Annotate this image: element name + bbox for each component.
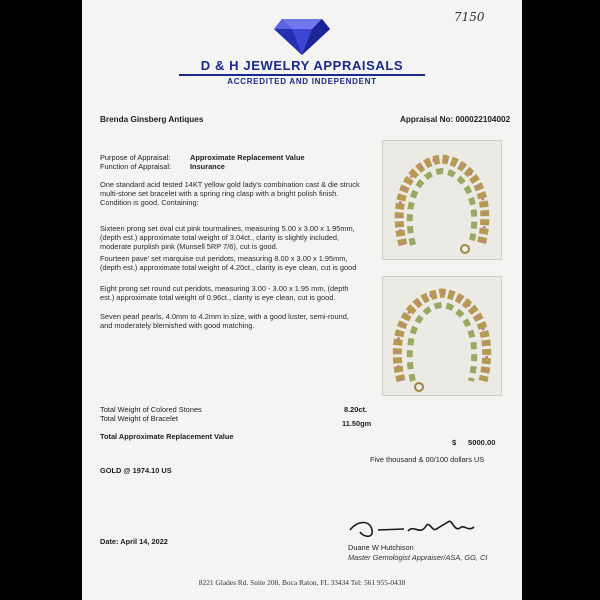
company-tagline: ACCREDITED AND INDEPENDENT: [227, 77, 377, 86]
description-paragraph: One standard acid tested 14KT yellow gold lady's combination cast & die struck multi-stone set bracelet with a spring ring clasp with a bright polish finish. Condition is good. Containing:: [100, 180, 360, 208]
footer-address: 8221 Glades Rd. Suite 208, Boca Raton, FL 33434 Tel: 561 955-0438: [198, 578, 406, 587]
appraisal-document: [82, 0, 522, 600]
currency-symbol: $: [452, 438, 457, 447]
function-value: Insurance: [190, 162, 225, 171]
bracelet-image-icon: [383, 277, 501, 395]
pearl-paragraph: Seven pearl pearls, 4.0mm to 4.2mm in size, with a good luster, semi-round, and moderately blemished with good matching.: [100, 312, 349, 331]
bracelet-image-icon: [383, 141, 501, 259]
bracelet-photo-1: [382, 140, 502, 260]
stones-weight-value: 8.20ct.: [344, 405, 368, 414]
appraisal-date: Date: April 14, 2022: [100, 537, 168, 546]
company-name: D & H JEWELRY APPRAISALS: [200, 58, 404, 73]
client-name: Brenda Ginsberg Antiques: [100, 115, 204, 124]
logo-divider: [179, 74, 425, 76]
appraisal-number: Appraisal No: 000022104002: [400, 115, 511, 124]
bracelet-weight-value: 11.50gm: [342, 419, 372, 428]
function-label: Function of Appraisal:: [100, 162, 172, 171]
round-peridot-paragraph: Eight prong set round cut peridots, measuring 3.00 - 3.00 x 1.95 mm, (depth est.) approximate total weight of 0.96ct., clarity is eye clean, cut is good.: [100, 284, 349, 303]
appraiser-name: Duane W Hutchison: [348, 543, 414, 552]
handwritten-number: 7150: [454, 10, 485, 24]
purpose-value: Approximate Replacement Value: [190, 153, 305, 162]
tourmaline-paragraph: Sixteen prong set oval cut pink tourmalines, measuring 5.00 x 3.00 x 1.95mm, (depth est.) approximate total weight of 3.04ct., clarity is slightly included, moderate purplish pink (Munsell 5RP 7/6), cut is good.: [100, 224, 355, 252]
bracelet-photo-2: [382, 276, 502, 396]
gold-price: GOLD @ 1974.10 US: [100, 466, 172, 475]
purpose-label: Purpose of Appraisal:: [100, 153, 171, 162]
bracelet-weight-label: Total Weight of Bracelet: [100, 414, 178, 423]
replacement-amount-words: Five thousand & 00/100 dollars US: [370, 455, 485, 464]
replacement-amount: 5000.00: [468, 438, 496, 447]
replacement-value-label: Total Approximate Replacement Value: [100, 432, 234, 441]
marquise-peridot-paragraph: Fourteen pave' set marquise cut peridots, measuring 8.00 x 3.00 x 1.95mm, (depth est.) approximate total weight of 4.20ct., clarity is eye clean, cut is good: [100, 254, 357, 273]
signature: [344, 510, 494, 542]
appraiser-title: Master Gemologist Appraiser/ASA, GG, CI: [348, 553, 488, 562]
diamond-logo-icon: [272, 17, 332, 57]
stones-weight-label: Total Weight of Colored Stones: [100, 405, 202, 414]
